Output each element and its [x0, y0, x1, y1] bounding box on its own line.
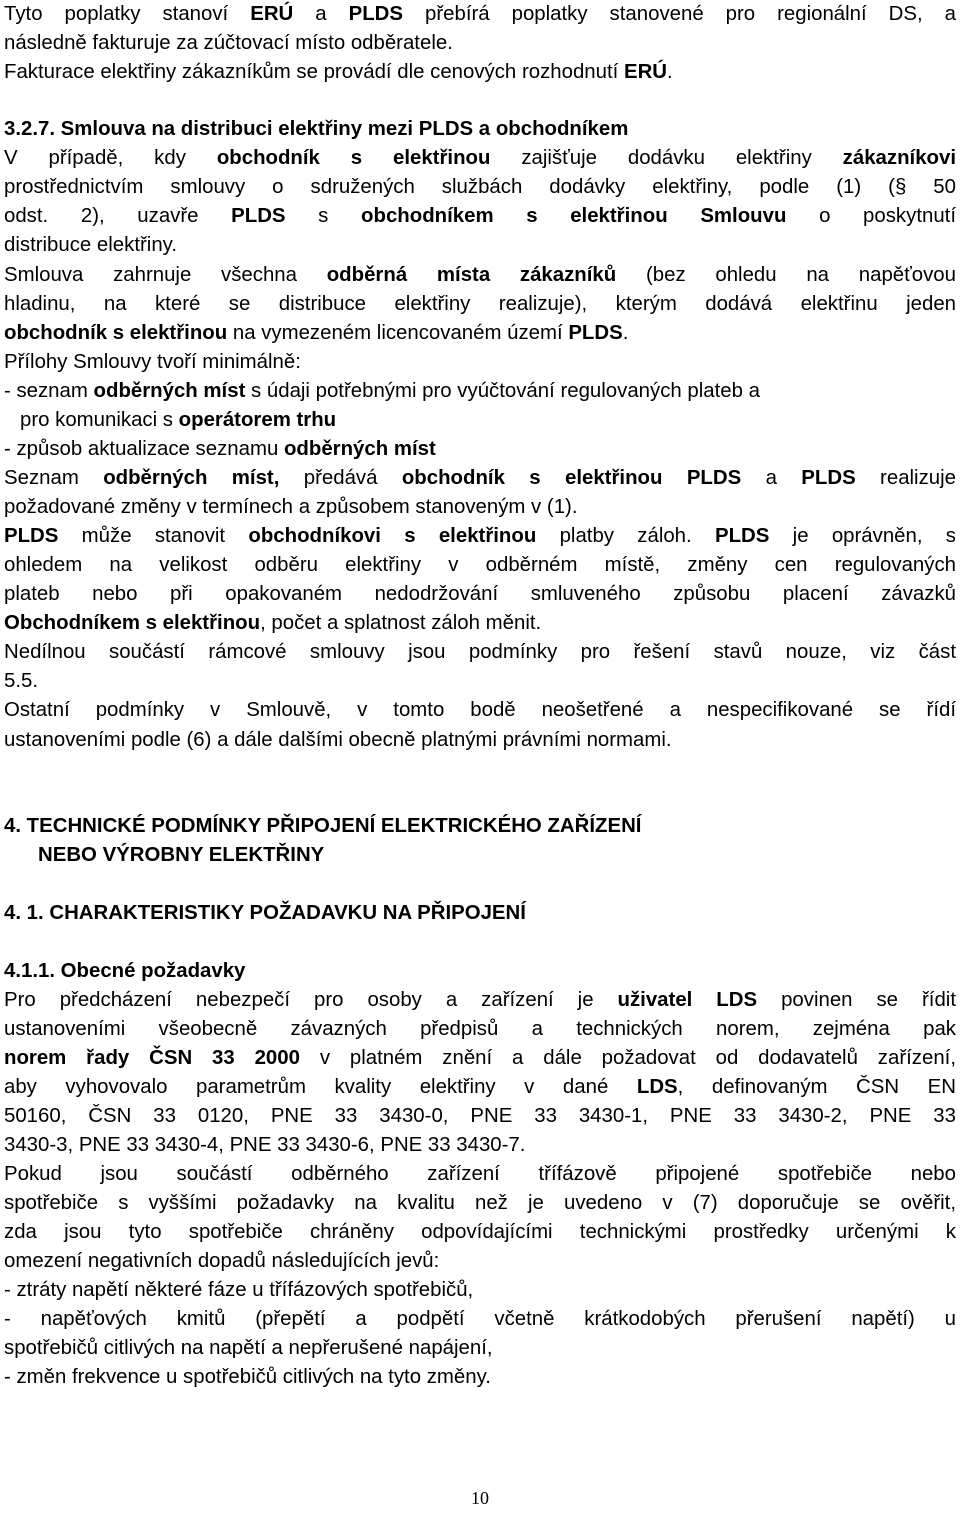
text-segment: . — [622, 322, 629, 344]
text-line — [4, 1073, 956, 1102]
section-heading — [4, 812, 956, 841]
bold-text: obchodníkovi s elektřinou — [248, 525, 537, 547]
bold-text: 4. TECHNICKÉ PODMÍNKY PŘIPOJENÍ ELEKTRICKÉHO ZAŘÍZENÍ — [4, 815, 642, 837]
text-segment: pro komunikaci s — [20, 409, 179, 431]
text-segment: realizuje — [855, 467, 956, 489]
text-segment: následně fakturuje za zúčtovací místo odběratele. — [4, 32, 453, 54]
bold-text: PLDS — [348, 3, 404, 25]
text-line — [4, 1276, 956, 1305]
text-segment: platby záloh. — [536, 525, 715, 547]
text-segment: Pokud jsou součástí odběrného zařízení třífázově připojené spotřebiče nebo — [4, 1163, 956, 1185]
text-segment: 3430-3, PNE 33 3430-4, PNE 33 3430-6, PNE 33 3430-7. — [4, 1134, 526, 1156]
text-segment: může stanovit — [58, 525, 249, 547]
bold-text: PLDS — [4, 525, 59, 547]
text-line — [4, 231, 956, 260]
text-segment: zajišťuje dodávku elektřiny — [490, 147, 843, 169]
text-segment: odst. 2), uzavře — [4, 205, 232, 227]
text-segment: a — [741, 467, 802, 489]
text-line — [4, 696, 956, 725]
text-segment: - napěťových kmitů (přepětí a podpětí včetně krátkodobých přerušení napětí) u — [4, 1308, 956, 1330]
text-segment: je oprávněn, s — [769, 525, 956, 547]
text-segment: (bez ohledu na napěťovou — [616, 264, 956, 286]
bold-text: zákazníkovi — [842, 147, 956, 169]
text-segment: . — [667, 61, 673, 83]
page-number: 10 — [471, 1488, 489, 1508]
text-line — [4, 1247, 956, 1276]
text-line — [4, 377, 956, 406]
text-segment: zda jsou tyto spotřebiče chráněny odpovídajícími technickými prostředky určenými k — [4, 1221, 956, 1243]
text-segment: Nedílnou součástí rámcové smlouvy jsou podmínky pro řešení stavů nouze, viz část — [4, 641, 956, 663]
text-line — [4, 667, 956, 696]
text-segment: omezení negativních dopadů následujících jevů: — [4, 1250, 440, 1272]
text-segment: Ostatní podmínky v Smlouvě, v tomto bodě neošetřené a nespecifikované se řídí — [4, 699, 956, 721]
text-segment: ohledem na velikost odběru elektřiny v odběrném místě, změny cen regulovaných — [4, 554, 956, 576]
text-segment: Pro předcházení nebezpečí pro osoby a zařízení je — [4, 989, 618, 1011]
text-line — [4, 290, 956, 319]
text-line — [4, 580, 956, 609]
bold-text: PLDS — [568, 322, 623, 344]
text-segment: přebírá poplatky stanovené pro regionální DS, a — [403, 3, 957, 25]
text-segment: ustanoveními podle (6) a dále dalšími obecně platnými právními normami. — [4, 729, 672, 751]
bold-text: NEBO VÝROBNY ELEKTŘINY — [38, 844, 325, 866]
text-segment: , definovaným ČSN EN — [677, 1076, 956, 1098]
text-segment — [668, 205, 701, 227]
text-segment: 5.5. — [4, 670, 39, 692]
bold-text: odběrných míst — [93, 380, 246, 402]
text-segment — [662, 467, 686, 489]
bold-text: obchodník s elektřinou — [401, 467, 663, 489]
text-line — [4, 261, 956, 290]
text-segment: - způsob aktualizace seznamu — [4, 438, 284, 460]
bold-text: Smlouvu — [700, 205, 787, 227]
bold-text: PLDS — [686, 467, 742, 489]
bold-text: PLDS — [801, 467, 856, 489]
text-line — [4, 638, 956, 667]
bold-text: odběrných míst — [283, 438, 436, 460]
text-line — [4, 1334, 956, 1363]
text-segment: povinen se řídit — [757, 989, 956, 1011]
text-line — [4, 464, 956, 493]
text-line — [4, 1044, 956, 1073]
text-line — [4, 319, 956, 348]
text-segment: hladinu, na které se distribuce elektřiny realizuje), kterým dodává elektřinu jeden — [4, 293, 956, 315]
text-segment: distribuce elektřiny. — [4, 234, 178, 256]
text-segment: a — [293, 3, 349, 25]
text-line — [4, 406, 956, 435]
bold-text: PLDS — [231, 205, 286, 227]
text-segment: plateb nebo při opakovaném nedodržování smluveného způsobu placení závazků — [4, 583, 956, 605]
text-line — [4, 1015, 956, 1044]
section-heading — [4, 899, 956, 928]
text-line — [4, 144, 956, 173]
text-line — [4, 551, 956, 580]
bold-text: norem řady ČSN 33 2000 — [4, 1047, 300, 1069]
text-segment: , počet a splatnost záloh měnit. — [260, 612, 542, 634]
text-line — [4, 1189, 956, 1218]
text-segment: ustanoveními všeobecně závazných předpisů a technických norem, zejména pak — [4, 1018, 956, 1040]
section-heading — [4, 115, 956, 144]
bold-text: obchodník s elektřinou — [216, 147, 491, 169]
text-line — [4, 986, 956, 1015]
text-line — [4, 1131, 956, 1160]
text-segment: Smlouva zahrnuje všechna — [4, 264, 327, 286]
text-line — [4, 1218, 956, 1247]
text-segment: předává — [279, 467, 402, 489]
text-segment: s údaji potřebnými pro vyúčtování regulovaných plateb a — [245, 380, 760, 402]
text-segment: 50160, ČSN 33 0120, PNE 33 3430-0, PNE 33 3430-1, PNE 33 3430-2, PNE 33 — [4, 1105, 956, 1127]
bold-text: odběrných míst, — [103, 467, 280, 489]
section-heading — [4, 957, 956, 986]
text-segment: V případě, kdy — [4, 147, 217, 169]
text-line — [4, 493, 956, 522]
text-line — [4, 435, 956, 464]
text-segment: - změn frekvence u spotřebičů citlivých na tyto změny. — [4, 1366, 491, 1388]
text-segment: požadované změny v termínech a způsobem stanoveným v (1). — [4, 496, 578, 518]
bold-text: operátorem trhu — [178, 409, 337, 431]
bold-text: ERÚ — [623, 61, 668, 83]
text-segment: prostřednictvím smlouvy o sdružených službách dodávky elektřiny, podle (1) (§ 50 — [4, 176, 956, 198]
bold-text: LDS — [636, 1076, 678, 1098]
section-heading — [4, 841, 956, 870]
text-line — [4, 1363, 956, 1392]
text-line — [4, 726, 956, 755]
text-segment: Přílohy Smlouvy tvoří minimálně: — [4, 351, 301, 373]
text-line — [4, 1102, 956, 1131]
bold-text: Obchodníkem s elektřinou — [4, 612, 261, 634]
text-line — [4, 173, 956, 202]
text-line — [4, 29, 956, 58]
text-segment: o poskytnutí — [786, 205, 956, 227]
text-line — [4, 348, 956, 377]
text-line — [4, 202, 956, 231]
text-segment: na vymezeném licencovaném území — [227, 322, 569, 344]
bold-text: obchodník s elektřinou — [4, 322, 228, 344]
text-segment: v platném znění a dále požadovat od dodavatelů zařízení, — [299, 1047, 956, 1069]
text-segment: spotřebiče s vyššími požadavky na kvalitu než je uvedeno v (7) doporučuje se ověřit, — [4, 1192, 956, 1214]
bold-text: 3.2.7. Smlouva na distribuci elektřiny mezi PLDS a obchodníkem — [4, 118, 629, 140]
text-segment: - seznam — [4, 380, 94, 402]
text-line — [4, 522, 956, 551]
text-segment: aby vyhovovalo parametrům kvality elektřiny v dané — [4, 1076, 637, 1098]
bold-text: uživatel LDS — [617, 989, 758, 1011]
text-line — [4, 1160, 956, 1189]
text-line — [4, 1305, 956, 1334]
bold-text: obchodníkem s elektřinou — [361, 205, 668, 227]
text-line — [4, 58, 956, 87]
text-segment: Tyto poplatky stanoví — [4, 3, 251, 25]
bold-text: odběrná místa zákazníků — [326, 264, 617, 286]
bold-text: 4. 1. CHARAKTERISTIKY POŽADAVKU NA PŘIPOJENÍ — [4, 902, 526, 924]
bold-text: 4.1.1. Obecné požadavky — [4, 960, 246, 982]
text-segment: s — [285, 205, 362, 227]
text-segment: Fakturace elektřiny zákazníkům se provádí dle cenových rozhodnutí — [4, 61, 624, 83]
text-segment: Seznam — [4, 467, 104, 489]
text-segment: - ztráty napětí některé fáze u třífázových spotřebičů, — [4, 1279, 474, 1301]
text-line — [4, 0, 956, 29]
text-segment: spotřebičů citlivých na napětí a nepřerušené napájení, — [4, 1337, 493, 1359]
bold-text: PLDS — [714, 525, 770, 547]
bold-text: ERÚ — [250, 3, 294, 25]
text-line — [4, 609, 956, 638]
